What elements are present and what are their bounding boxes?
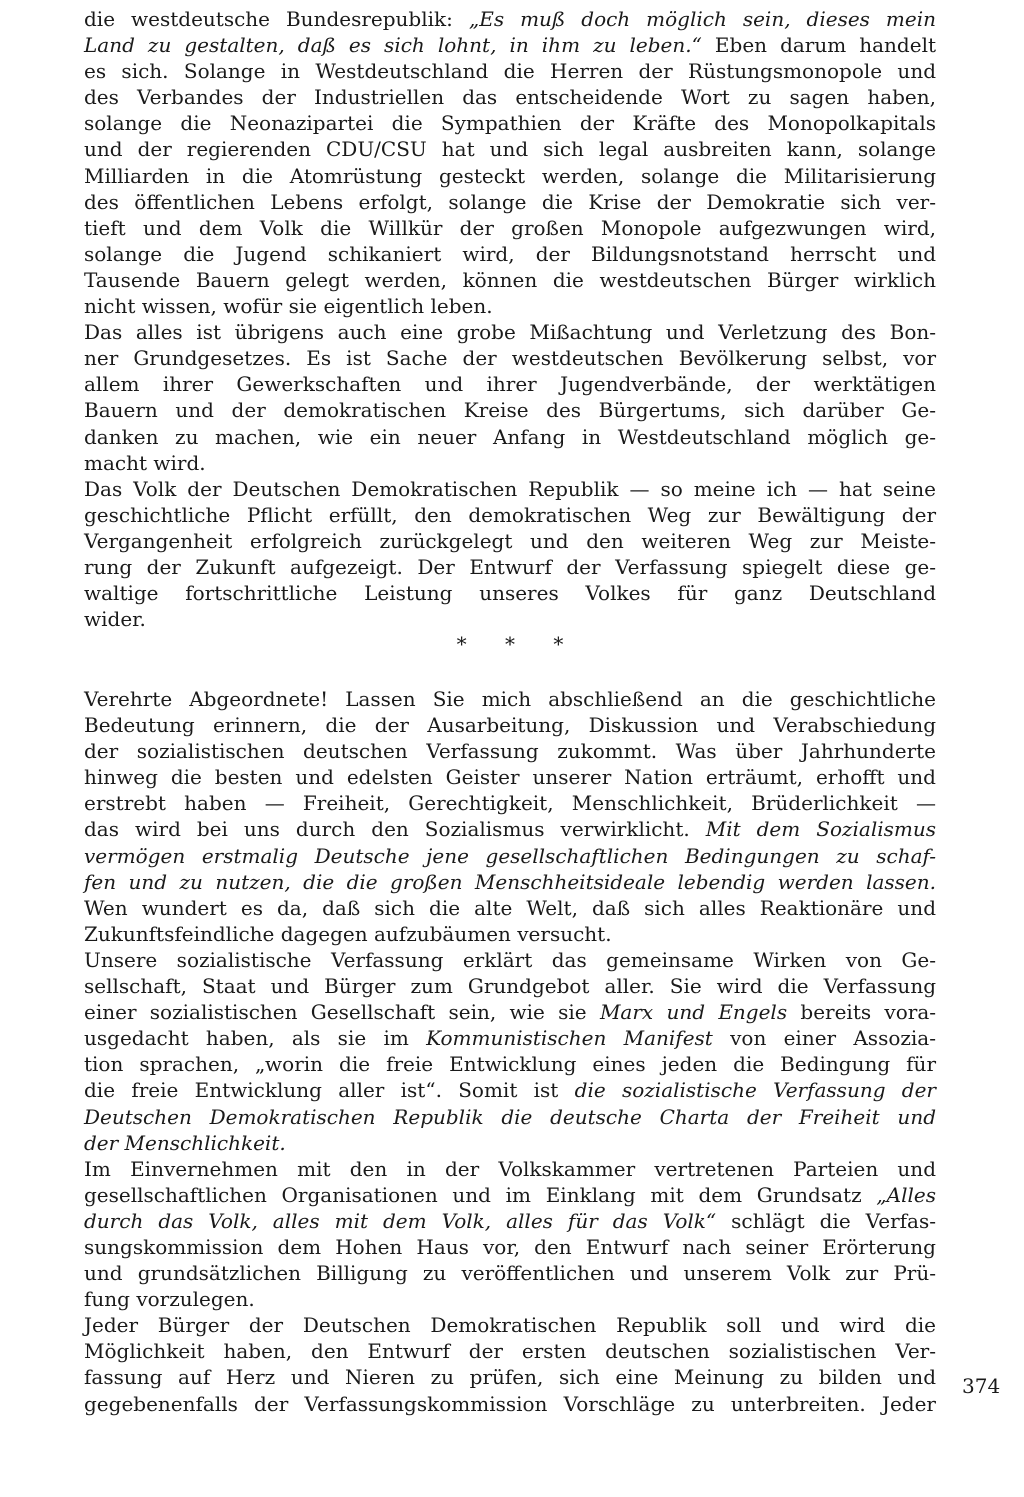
text-line <box>84 267 936 293</box>
italic-text: fen und zu nutzen, die die großen Menschheitsideale lebendig werden lassen. <box>84 869 936 894</box>
text-run: fung vorzulegen. <box>84 1287 255 1312</box>
text-run: die westdeutsche Bundesrepublik: <box>84 7 469 31</box>
text-line <box>84 528 936 554</box>
italic-text: Kommunistischen Manifest <box>426 1026 713 1051</box>
text-run: Das alles ist übrigens auch eine grobe Mißachtung und Verletzung des Bon- <box>84 320 936 345</box>
italic-text: die sozialistische Verfassung der <box>574 1078 936 1103</box>
text-block-after-separator <box>84 686 936 1417</box>
text-run: des öffentlichen Lebens erfolgt, solange die Krise der Demokratie sich ver- <box>84 189 936 214</box>
text-run: Vergangenheit erfolgreich zurückgelegt und den weiteren Weg zur Meiste- <box>84 528 936 553</box>
text-line <box>84 1234 936 1260</box>
text-line <box>84 397 936 423</box>
italic-text: „Alles <box>876 1182 936 1207</box>
text-run: erstrebt haben — Freiheit, Gerechtigkeit, Menschlichkeit, Brüderlichkeit — <box>84 791 936 816</box>
text-line <box>84 450 936 476</box>
text-run: rung der Zukunft aufgezeigt. Der Entwurf der Verfassung spiegelt diese ge- <box>84 554 936 579</box>
text-run: Tausende Bauern gelegt werden, können die westdeutschen Bürger wirklich <box>84 267 936 292</box>
text-run: Jeder Bürger der Deutschen Demokratischen Republik soll und wird die <box>84 1313 936 1338</box>
text-line <box>84 606 936 632</box>
italic-text: Mit dem Sozialismus <box>705 817 937 842</box>
text-run: Eben darum handelt <box>701 33 937 58</box>
text-run: der sozialistischen deutschen Verfassung zukommt. Was über Jahrhunderte <box>84 739 936 764</box>
text-run: schlägt die Verfas- <box>716 1208 937 1233</box>
text-line <box>84 1208 936 1234</box>
italic-text: Land zu gestalten, daß es sich lohnt, in ihm zu leben.“ <box>84 33 702 58</box>
text-run: ner Grundgesetzes. Es ist Sache der westdeutschen Bevölkerung selbst, vor <box>84 346 936 371</box>
text-line <box>84 6 936 32</box>
text-run: und der regierenden CDU/CSU hat und sich legal ausbreiten kann, solange <box>84 137 936 162</box>
paragraph <box>84 1312 936 1416</box>
text-line <box>84 163 936 189</box>
text-run: sungskommission dem Hohen Haus vor, den Entwurf nach seiner Erörterung <box>84 1234 936 1259</box>
text-run: einer sozialistischen Gesellschaft sein, wie sie <box>84 1000 600 1025</box>
italic-text: Deutschen Demokratischen Republik die deutsche Charta der Freiheit und <box>84 1104 936 1129</box>
text-run: wider. <box>84 607 146 632</box>
text-run: Das Volk der Deutschen Demokratischen Republik — so meine ich — hat seine <box>84 476 936 501</box>
text-run: hinweg die besten und edelsten Geister unserer Nation erträumt, erhofft und <box>84 765 936 790</box>
text-line <box>84 1104 936 1130</box>
text-line <box>84 424 936 450</box>
text-run: das wird bei uns durch den Sozialismus verwirklicht. <box>84 817 706 842</box>
text-line <box>84 1391 936 1417</box>
text-run: bereits vora- <box>787 1000 936 1025</box>
text-line <box>84 869 936 895</box>
text-line <box>84 1182 936 1208</box>
text-run: nicht wissen, wofür sie eigentlich leben. <box>84 294 493 319</box>
text-line <box>84 1051 936 1077</box>
section-separator: * * * <box>456 632 580 656</box>
text-line <box>84 319 936 345</box>
text-line <box>84 293 936 319</box>
text-run: es sich. Solange in Westdeutschland die Herren der Rüstungsmonopole und <box>84 59 936 84</box>
text-run: Bedeutung erinnern, die der Ausarbeitung, Diskussion und Verabschiedung <box>84 713 936 738</box>
text-line <box>84 502 936 528</box>
text-line <box>84 738 936 764</box>
text-line <box>84 947 936 973</box>
text-run: Milliarden in die Atomrüstung gesteckt werden, solange die Militarisierung <box>84 163 936 188</box>
italic-text: „Es muß doch möglich sein, dieses mein <box>468 7 936 31</box>
paragraph <box>84 6 936 319</box>
text-line <box>84 241 936 267</box>
text-run: Zukunftsfeindliche dagegen aufzubäumen versucht. <box>84 921 612 946</box>
text-line <box>84 1156 936 1182</box>
text-run: geschichtliche Pflicht erfüllt, den demokratischen Weg zur Bewältigung der <box>84 502 936 527</box>
text-line <box>84 189 936 215</box>
italic-text: durch das Volk, alles mit dem Volk, alles für das Volk“ <box>84 1208 717 1233</box>
text-run: macht wird. <box>84 450 206 475</box>
text-run: Im Einvernehmen mit den in der Volkskammer vertretenen Parteien und <box>84 1156 936 1181</box>
text-run: Möglichkeit haben, den Entwurf der ersten deutschen sozialistischen Ver- <box>84 1339 936 1364</box>
text-line <box>84 554 936 580</box>
text-run: gesellschaftlichen Organisationen und im Einklang mit dem Grundsatz <box>84 1182 877 1207</box>
paragraph <box>84 686 936 947</box>
text-line <box>84 686 936 712</box>
paragraph <box>84 1156 936 1313</box>
text-run: allem ihrer Gewerkschaften und ihrer Jugendverbände, der werktätigen <box>84 372 936 397</box>
text-run: danken zu machen, wie ein neuer Anfang in Westdeutschland möglich ge- <box>84 424 936 449</box>
text-line <box>84 1260 936 1286</box>
text-line <box>84 712 936 738</box>
text-line <box>84 215 936 241</box>
text-line <box>84 973 936 999</box>
italic-text: Marx und Engels <box>599 1000 788 1025</box>
text-line <box>84 1130 936 1156</box>
text-line <box>84 58 936 84</box>
text-line <box>84 1077 936 1103</box>
text-line <box>84 1286 936 1312</box>
text-run: tion sprachen, „worin die freie Entwicklung eines jeden die Bedingung für <box>84 1052 936 1077</box>
text-run: des Verbandes der Industriellen das entscheidende Wort zu sagen haben, <box>84 85 936 110</box>
text-line <box>84 843 936 869</box>
text-line <box>84 110 936 136</box>
text-line <box>84 84 936 110</box>
text-line <box>84 921 936 947</box>
text-run: Verehrte Abgeordnete! Lassen Sie mich abschließend an die geschichtliche <box>84 687 936 711</box>
text-run: die freie Entwicklung aller ist“. Somit ist <box>84 1078 575 1103</box>
text-run: sellschaft, Staat und Bürger zum Grundgebot aller. Sie wird die Verfassung <box>84 974 936 999</box>
page-number: 374 <box>962 1374 1001 1398</box>
text-run: Unsere sozialistische Verfassung erklärt das gemeinsame Wirken von Ge- <box>84 947 936 972</box>
text-line <box>84 790 936 816</box>
text-run: fassung auf Herz und Nieren zu prüfen, sich eine Meinung zu bilden und <box>84 1365 936 1390</box>
text-line <box>84 32 936 58</box>
text-run: und grundsätzlichen Billigung zu veröffentlichen und unserem Volk zur Prü- <box>84 1261 936 1286</box>
text-line <box>84 816 936 842</box>
text-run: gegebenenfalls der Verfassungskommission Vorschläge zu unterbreiten. Jeder <box>84 1391 936 1416</box>
text-line <box>84 1025 936 1051</box>
text-run: tieft und dem Volk die Willkür der großen Monopole aufgezwungen wird, <box>84 215 936 240</box>
text-run: solange die Neonazipartei die Sympathien der Kräfte des Monopolkapitals <box>84 111 936 136</box>
paragraph <box>84 476 936 633</box>
italic-text: vermögen erstmalig Deutsche jene gesellschaftlichen Bedingungen zu schaf- <box>84 843 936 868</box>
text-line <box>84 895 936 921</box>
text-line <box>84 764 936 790</box>
italic-text: der Menschlichkeit. <box>84 1130 286 1155</box>
text-line <box>84 136 936 162</box>
paragraph <box>84 947 936 1156</box>
text-run: solange die Jugend schikaniert wird, der Bildungsnotstand herrscht und <box>84 241 936 266</box>
text-block-before-separator <box>84 6 936 632</box>
text-line <box>84 371 936 397</box>
text-line <box>84 345 936 371</box>
text-line <box>84 1338 936 1364</box>
text-run: von einer Assozia- <box>712 1026 936 1051</box>
text-run: waltige fortschrittliche Leistung unseres Volkes für ganz Deutschland <box>84 581 936 606</box>
text-line <box>84 476 936 502</box>
text-run: usgedacht haben, als sie im <box>84 1026 427 1051</box>
text-line <box>84 1364 936 1390</box>
text-run: Bauern und der demokratischen Kreise des Bürgertums, sich darüber Ge- <box>84 398 936 423</box>
paragraph <box>84 319 936 476</box>
text-run: Wen wundert es da, daß sich die alte Welt, daß sich alles Reaktionäre und <box>84 895 936 920</box>
text-line <box>84 580 936 606</box>
text-line <box>84 1312 936 1338</box>
text-line <box>84 999 936 1025</box>
